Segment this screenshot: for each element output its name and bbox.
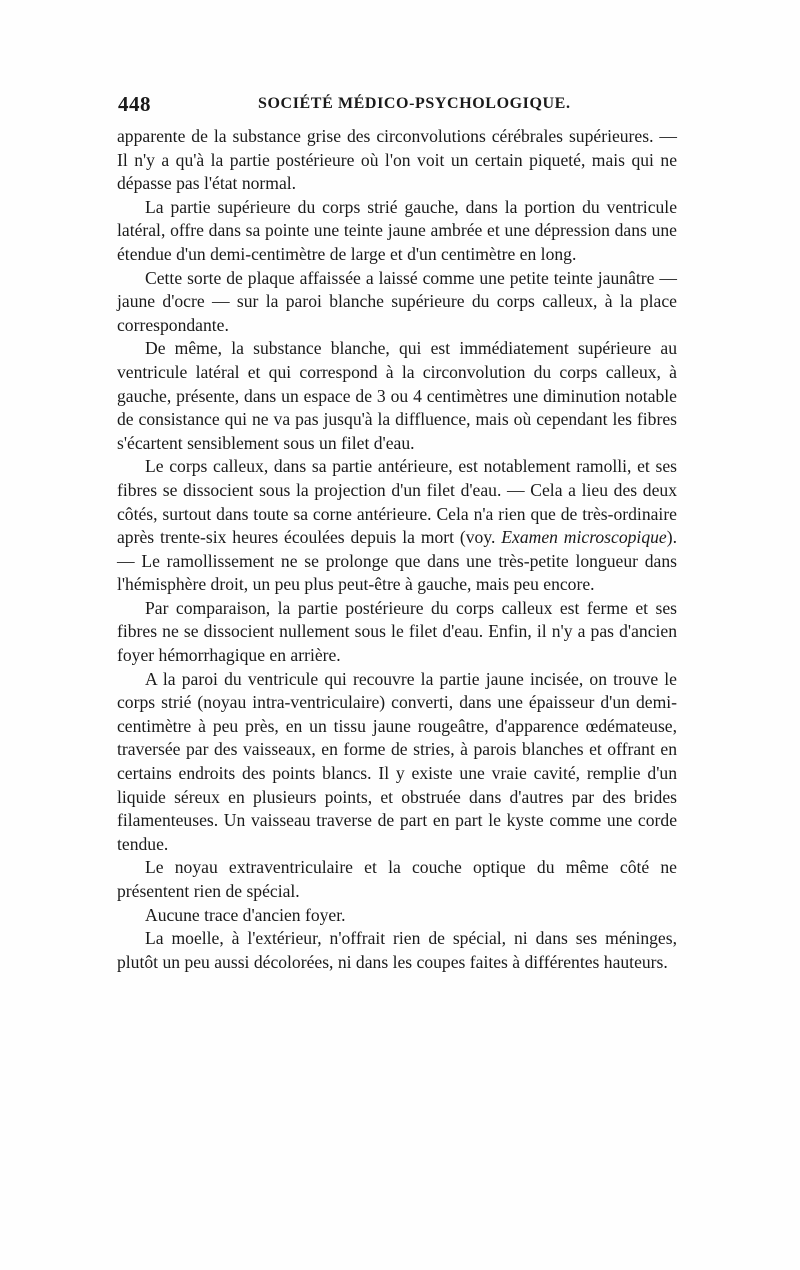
paragraph-5 [117, 455, 677, 597]
paragraph-3: Cette sorte de plaque affaissée a laissé comme une petite teinte jaunâtre — jaune d'ocre — sur la paroi blanche supérieure du corps calleux, à la place correspondante. [117, 267, 677, 335]
paragraph-2: La partie supérieure du corps strié gauche, dans la portion du ventricule latéral, offre dans sa pointe une teinte jaune ambrée et une dépression dans une étendue d'un demi-centimètre de large et d'un centimètre en long. [117, 196, 677, 264]
paragraph-9: Aucune trace d'ancien foyer. [145, 904, 346, 925]
paragraph-5-text-after: ). — Le ramollissement ne se prolonge que dans une très-petite longueur dans l'hémisphère droit, un peu plus peut-être à gauche, mais peu encore. [117, 527, 677, 595]
page-header [118, 92, 678, 122]
page-number: 448 [118, 92, 151, 116]
paragraph-7: A la paroi du ventricule qui recouvre la partie jaune incisée, on trouve le corps strié (noyau intra-ventriculaire) converti, dans une épaisseur d'un demi-centimètre à peu près, en un tissu jaune rougeâtre, d'apparence œdémateuse, traversée par des vaisseaux, en forme de stries, à parois blanches et offrant en certains endroits des points blancs. Il y existe une vraie cavité, remplie d'un liquide séreux en plusieurs points, et obstruée dans d'autres par des brides filamenteuses. Un vaisseau traverse de part en part le kyste comme une corde tendue. [117, 668, 677, 854]
paragraph-6: Par comparaison, la partie postérieure du corps calleux est ferme et ses fibres ne se dissocient nullement sous le filet d'eau. Enfin, il n'y a pas d'ancien foyer hémorrhagique en arrière. [117, 597, 677, 666]
body-text [117, 125, 677, 974]
italic-reference: Examen microscopique [501, 527, 667, 548]
paragraph-1: apparente de la substance grise des circonvolutions cérébrales supérieures. — Il n'y a qu'à la partie postérieure où l'on voit un certain piqueté, mais qui ne dépasse pas l'état normal. [117, 126, 677, 194]
paragraph-8: Le noyau extraventriculaire et la couche optique du même côté ne présentent rien de spécial. [117, 857, 677, 901]
paragraph-4: De même, la substance blanche, qui est immédiatement supérieure au ventricule latéral et qui correspond à la circonvolution du corps calleux, à gauche, présente, dans un espace de 3 ou 4 centimètres une diminution notable de consistance qui ne va pas jusqu'à la diffluence, mais où cependant les fibres s'écartent sensiblement sous un filet d'eau. [117, 338, 677, 453]
paragraph-10: La moelle, à l'extérieur, n'offrait rien de spécial, ni dans ses méninges, plutôt un peu aussi décolorées, ni dans les coupes faites à différentes hauteurs. [117, 928, 677, 972]
running-head: SOCIÉTÉ MÉDICO-PSYCHOLOGIQUE. [258, 95, 571, 112]
paragraph-5-text-before: Le corps calleux, dans sa partie antérieure, est notablement ramolli, et ses fibres se dissocient sous la projection d'un filet d'eau. — Cela a lieu des deux côtés, surtout dans toute sa corne antérieure. Cela n'a rien que de très-ordinaire après trente-six heures écoulées depuis la mort (voy. [117, 456, 677, 548]
